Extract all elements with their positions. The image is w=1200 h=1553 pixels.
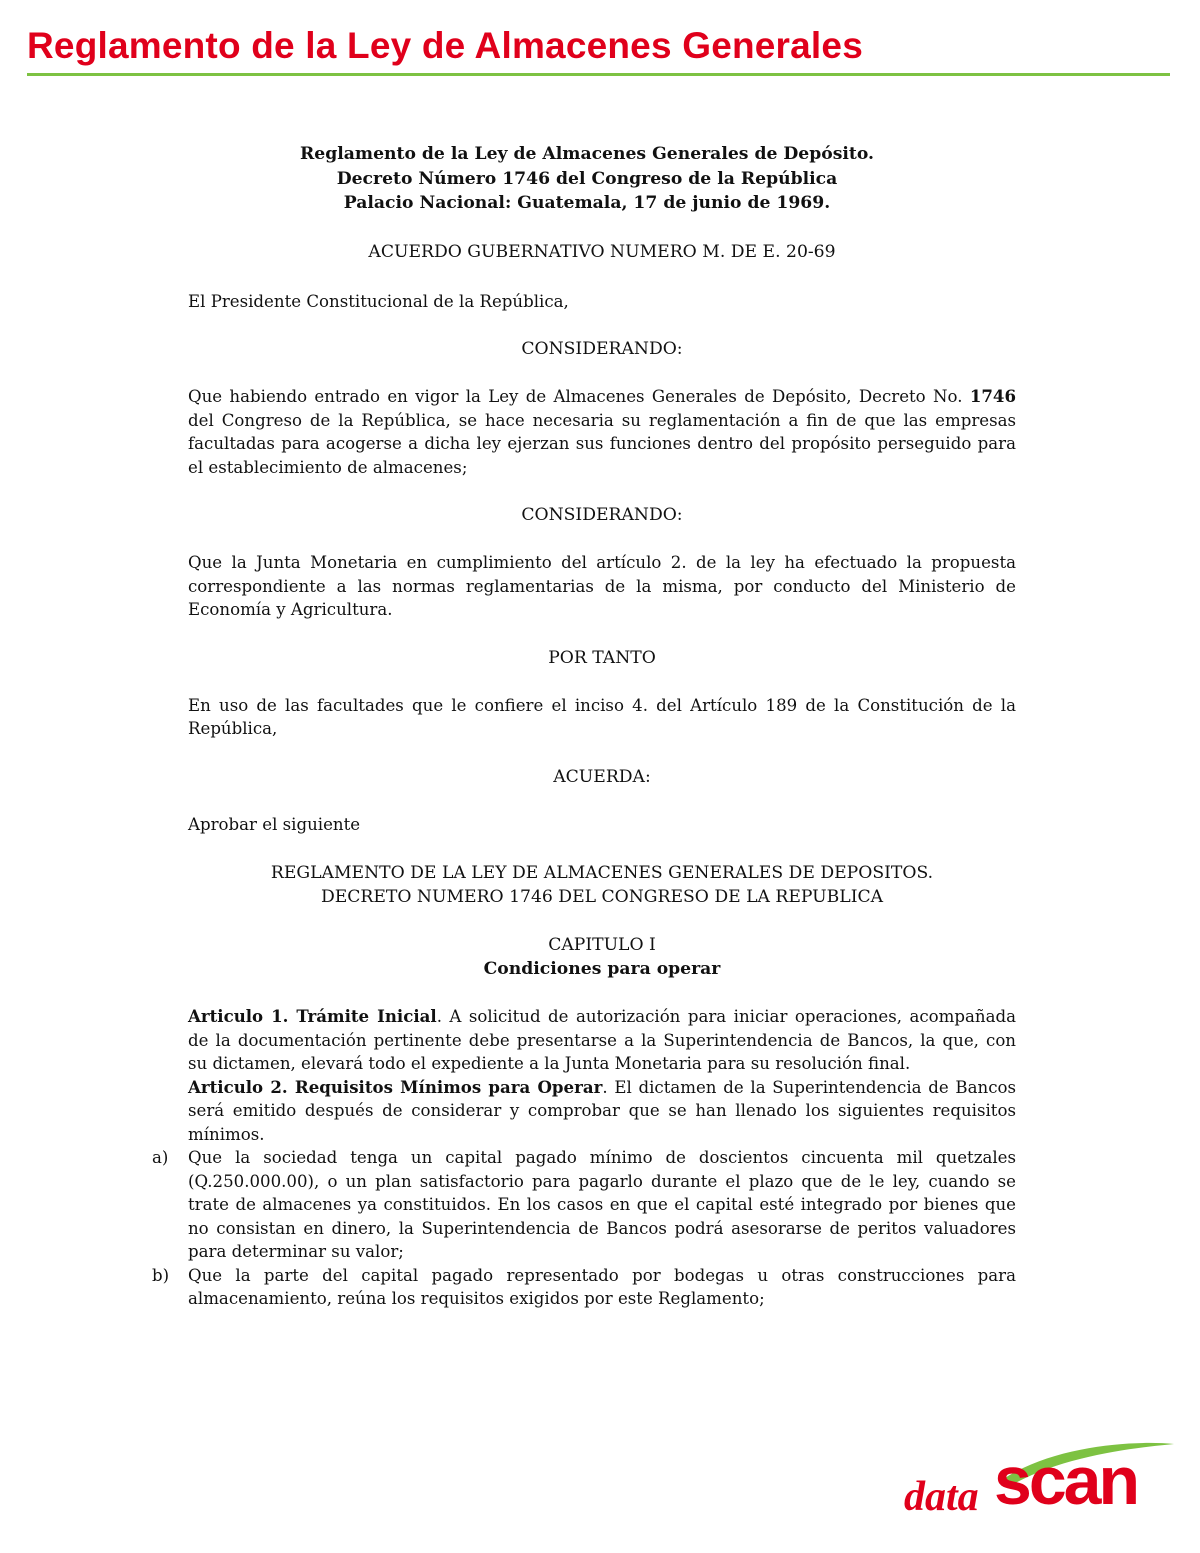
title-line-3: Palacio Nacional: Guatemala, 17 de junio de 1969. [343,193,831,213]
page-header [27,20,1172,72]
acuerdo-heading: ACUERDO GUBERNATIVO NUMERO M. DE E. 20-69 [368,241,836,262]
reglamento-line-1: REGLAMENTO DE LA LEY DE ALMACENES GENERALES DE DEPOSITOS. [270,863,934,883]
acuerda-heading: ACUERDA: [553,766,651,787]
title-line-2: Decreto Número 1746 del Congreso de la República [336,168,838,189]
por-tanto-heading: POR TANTO [548,647,656,668]
reglamento-heading [188,861,1016,909]
considerando-2-paragraph: Que la Junta Monetaria en cumplimiento del artículo 2. de la ley ha efectuado la propuesta correspondiente a las normas reglamentarias de la misma, por conducto del Ministerio de Economía y Agricultura. [188,553,1016,619]
article-2-label: Articulo 2. Requisitos Mínimos para Operar [188,1076,603,1097]
document-title [158,142,1016,216]
title-line-1: Reglamento de la Ley de Almacenes Generales de Depósito. [299,144,874,164]
considerando-1-pre: Que habiendo entrado en vigor la Ley de Almacenes Generales de Depósito, Decreto No. [188,387,970,406]
header-divider [27,73,1170,76]
article-1-text: . A solicitud de autorización para iniciar operaciones, acompañada de la documentación pertinente debe presentarse a la Superintendencia de Bancos, la que, con su dictamen, elevará todo el expediente a la Junta Monetaria para su resolución final. [188,1007,1016,1073]
document-body [152,142,1016,1311]
aprobar-text: Aprobar el siguiente [188,814,361,834]
presidente-text: El Presidente Constitucional de la República, [188,291,569,311]
logo-data-text: data [904,1474,979,1520]
reglamento-line-2: DECRETO NUMERO 1746 DEL CONGRESO DE LA REPUBLICA [320,887,884,907]
article-1 [188,1005,1016,1076]
logo-scan-text: scan [994,1443,1137,1519]
considerando-1-post: del Congreso de la República, se hace necesaria su reglamentación a fin de que las empresas facultadas para acogerse a dicha ley ejerzan sus funciones dentro del propósito perseguido para el establecimiento de almacenes; [188,410,1016,477]
capitulo-heading [188,933,1016,981]
article-1-label: Articulo 1. Trámite Inicial [188,1006,437,1026]
article-2-text: . El dictamen de la Superintendencia de Bancos será emitido después de considerar y comprobar que se han llenado los siguientes requisitos mínimos. [188,1077,1016,1144]
considerando-1-paragraph [188,385,1016,479]
page-title: Reglamento de la Ley de Almacenes Generales [27,25,863,66]
considerando-1-heading: CONSIDERANDO: [521,339,683,359]
datascan-logo [902,1438,1177,1528]
por-tanto-paragraph: En uso de las facultades que le confiere el inciso 4. del Artículo 189 de la Constitución de la República, [188,695,1016,738]
list-item-text: Que la sociedad tenga un capital pagado mínimo de doscientos cincuenta mil quetzales (Q.250.000.00), o un plan satisfactorio para pagarlo durante el plazo que de le ley, cuando se trate de almacenes ya constituidos. En los casos en que el capital esté integrado por bienes que no consistan en dinero, la Superintendencia de Bancos podrá asesorarse de peritos valuadores para determinar su valor; [188,1148,1016,1261]
requirements-list [152,1146,1016,1311]
list-item [152,1146,1016,1264]
capitulo-number: CAPITULO I [548,935,656,955]
list-marker: a) [152,1148,169,1167]
list-item [152,1264,1016,1311]
article-2 [188,1076,1016,1147]
list-item-text: Que la parte del capital pagado representado por bodegas u otras construcciones para almacenamiento, reúna los requisitos exigidos por este Reglamento; [188,1265,1016,1308]
decree-number: 1746 [969,386,1016,406]
list-marker: b) [152,1265,170,1285]
considerando-2-heading: CONSIDERANDO: [521,505,683,525]
capitulo-title: Condiciones para operar [483,959,721,979]
